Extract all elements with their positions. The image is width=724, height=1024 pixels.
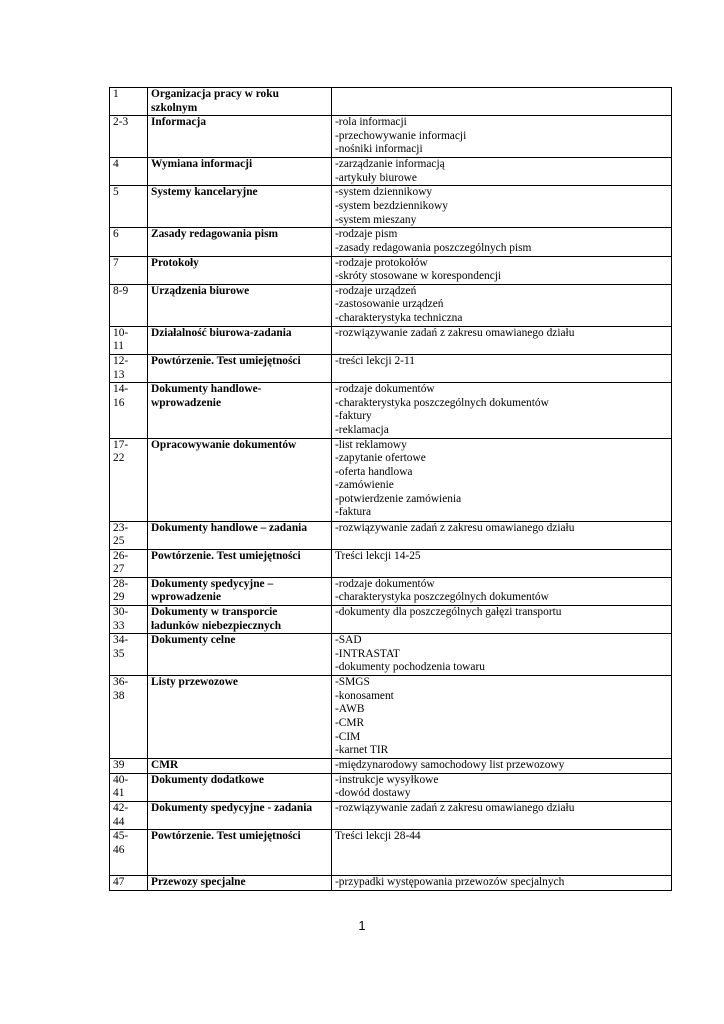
num-line: 36- — [113, 676, 129, 689]
topic-line: Zasady redagowania pism — [151, 228, 279, 241]
topic-line: Dokumenty spedycyjne – — [151, 577, 274, 590]
num-line: 42- — [113, 802, 129, 815]
content-line: -dokumenty dla poszczególnych gałęzi transportu — [335, 606, 562, 619]
lesson-number-cell — [110, 634, 148, 676]
lesson-number-cell — [110, 876, 148, 891]
content-cell — [332, 383, 672, 438]
content-line: -zarządzanie informacją — [335, 158, 445, 171]
table-row — [110, 606, 672, 634]
lesson-number-cell — [110, 802, 148, 830]
content-cell — [332, 158, 672, 186]
topic-cell — [148, 228, 332, 256]
table-row — [110, 830, 672, 876]
content-line: -SMGS — [335, 676, 370, 689]
topic-cell — [148, 759, 332, 774]
num-line: 33 — [113, 619, 125, 632]
num-line: 2-3 — [113, 116, 129, 129]
table-row — [110, 773, 672, 801]
num-line: 22 — [113, 452, 125, 465]
num-line: 13 — [113, 368, 125, 381]
content-line: -instrukcje wysyłkowe — [335, 773, 439, 786]
content-cell — [332, 577, 672, 605]
topic-line: Wymiana informacji — [151, 158, 253, 171]
table-row — [110, 88, 672, 116]
content-cell — [332, 773, 672, 801]
topic-line: Dokumenty dodatkowe — [151, 773, 264, 786]
content-line: -dokumenty pochodzenia towaru — [335, 661, 485, 674]
num-line: 39 — [113, 759, 125, 772]
num-line: 14- — [113, 383, 129, 396]
table-row — [110, 284, 672, 326]
topic-line: Powtórzenie. Test umiejętności — [151, 830, 301, 843]
topic-cell — [148, 116, 332, 158]
content-cell — [332, 326, 672, 354]
topic-line: Listy przewozowe — [151, 676, 238, 689]
content-cell — [332, 521, 672, 549]
num-line: 4 — [113, 158, 119, 171]
topic-cell — [148, 802, 332, 830]
lesson-number-cell — [110, 759, 148, 774]
content-cell — [332, 830, 672, 876]
topic-cell — [148, 773, 332, 801]
topic-cell — [148, 634, 332, 676]
content-line: -charakterystyka techniczna — [335, 311, 463, 324]
content-line: -INTRASTAT — [335, 647, 400, 660]
table-row — [110, 759, 672, 774]
content-cell — [332, 634, 672, 676]
content-line: -SAD — [335, 634, 362, 647]
content-line: -międzynarodowy samochodowy list przewozowy — [335, 759, 565, 772]
content-line: -rodzaje pism — [335, 228, 398, 241]
lesson-number-cell — [110, 284, 148, 326]
lesson-number-cell — [110, 549, 148, 577]
lesson-number-cell — [110, 438, 148, 521]
num-line: 5 — [113, 186, 119, 199]
table-row — [110, 549, 672, 577]
content-line: -rola informacji — [335, 116, 407, 129]
topic-line: Działalność biurowa-zadania — [151, 326, 292, 339]
topic-cell — [148, 676, 332, 759]
topic-cell — [148, 606, 332, 634]
table-row — [110, 802, 672, 830]
topic-line: Powtórzenie. Test umiejętności — [151, 549, 301, 562]
content-line: -rozwiązywanie zadań z zakresu omawianego działu — [335, 326, 575, 339]
num-line: 1 — [113, 88, 119, 100]
num-line: 10- — [113, 326, 129, 339]
topic-line: Informacja — [151, 116, 207, 129]
content-line: -zamówienie — [335, 479, 394, 492]
content-cell — [332, 438, 672, 521]
num-line: 12- — [113, 354, 129, 367]
lesson-number-cell — [110, 521, 148, 549]
num-line: 40- — [113, 773, 129, 786]
lesson-number-cell — [110, 158, 148, 186]
lesson-number-cell — [110, 186, 148, 228]
lesson-number-cell — [110, 116, 148, 158]
topic-cell — [148, 186, 332, 228]
content-line: -nośniki informacji — [335, 143, 423, 156]
content-line: -system dziennikowy — [335, 186, 433, 199]
content-line: -konosament — [335, 689, 394, 702]
topic-line: Organizacja pracy w roku — [151, 88, 279, 100]
content-line: -zapytanie ofertowe — [335, 452, 426, 465]
page-number: 1 — [358, 918, 366, 933]
topic-line: Protokoły — [151, 256, 199, 269]
topic-line: Powtórzenie. Test umiejętności — [151, 354, 301, 367]
lesson-number-cell — [110, 228, 148, 256]
num-line: 46 — [113, 843, 125, 856]
num-line: 7 — [113, 256, 119, 269]
content-line: -rodzaje dokumentów — [335, 577, 435, 590]
content-line: -oferta handlowa — [335, 465, 413, 478]
lesson-number-cell — [110, 676, 148, 759]
table-row — [110, 676, 672, 759]
topic-cell — [148, 577, 332, 605]
num-line: 26- — [113, 549, 129, 562]
content-cell — [332, 759, 672, 774]
lesson-plan-body — [110, 88, 672, 891]
content-cell — [332, 876, 672, 891]
topic-cell — [148, 256, 332, 284]
content-cell — [332, 676, 672, 759]
topic-line: wprowadzenie — [151, 591, 222, 604]
num-line: 41 — [113, 787, 125, 800]
content-line: -rodzaje urządzeń — [335, 284, 417, 297]
table-row — [110, 186, 672, 228]
content-cell — [332, 802, 672, 830]
table-row — [110, 438, 672, 521]
table-row — [110, 577, 672, 605]
lesson-number-cell — [110, 256, 148, 284]
num-line: 23- — [113, 521, 129, 534]
content-line: -treści lekcji 2-11 — [335, 354, 415, 367]
table-row — [110, 521, 672, 549]
content-line: -artykuły biurowe — [335, 171, 417, 184]
content-cell — [332, 186, 672, 228]
table-row — [110, 256, 672, 284]
table-row — [110, 634, 672, 676]
content-line: -charakterystyka poszczególnych dokumentów — [335, 396, 549, 409]
content-line: -rozwiązywanie zadań z zakresu omawianego działu — [335, 802, 575, 815]
content-line: -system bezdziennikowy — [335, 199, 448, 212]
content-cell — [332, 116, 672, 158]
content-line: -rodzaje dokumentów — [335, 383, 435, 396]
content-line: -faktury — [335, 410, 372, 423]
num-line: 6 — [113, 228, 119, 241]
topic-line: Dokumenty spedycyjne - zadania — [151, 802, 313, 815]
topic-cell — [148, 521, 332, 549]
num-line: 30- — [113, 606, 129, 619]
content-line: -list reklamowy — [335, 438, 407, 451]
content-line: -przechowywanie informacji — [335, 129, 467, 142]
content-cell — [332, 549, 672, 577]
num-line: 16 — [113, 396, 125, 409]
num-line: 45- — [113, 830, 129, 843]
topic-cell — [148, 383, 332, 438]
topic-line: szkolnym — [151, 101, 198, 114]
lesson-number-cell — [110, 773, 148, 801]
topic-line: wprowadzenie — [151, 396, 222, 409]
topic-cell — [148, 284, 332, 326]
table-row — [110, 116, 672, 158]
content-line: -skróty stosowane w korespondencji — [335, 270, 502, 283]
topic-line: Systemy kancelaryjne — [151, 186, 258, 199]
content-line: -rozwiązywanie zadań z zakresu omawianego działu — [335, 521, 575, 534]
num-line: 11 — [113, 340, 124, 353]
topic-line: Dokumenty celne — [151, 634, 236, 647]
num-line: 28- — [113, 577, 129, 590]
topic-line: Dokumenty handlowe- — [151, 383, 262, 396]
lesson-number-cell — [110, 354, 148, 382]
content-line: -CMR — [335, 717, 365, 730]
topic-cell — [148, 158, 332, 186]
content-line: -karnet TIR — [335, 744, 389, 757]
table-row — [110, 228, 672, 256]
content-line: -system mieszany — [335, 213, 417, 226]
num-line: 38 — [113, 689, 125, 702]
lesson-number-cell — [110, 830, 148, 876]
content-line: Treści lekcji 28-44 — [335, 830, 421, 843]
table-row — [110, 354, 672, 382]
num-line: 8-9 — [113, 284, 129, 297]
lesson-number-cell — [110, 383, 148, 438]
lesson-plan-table — [109, 87, 672, 891]
topic-line: Urządzenia biurowe — [151, 284, 250, 297]
lesson-number-cell — [110, 88, 148, 116]
content-line: -dowód dostawy — [335, 787, 411, 800]
content-line: -rodzaje protokołów — [335, 256, 428, 269]
lesson-number-cell — [110, 326, 148, 354]
topic-line: CMR — [151, 759, 179, 772]
content-line: -przypadki występowania przewozów specjalnych — [335, 876, 565, 889]
topic-line: Dokumenty handlowe – zadania — [151, 521, 308, 534]
num-line: 27 — [113, 563, 125, 576]
content-cell — [332, 228, 672, 256]
content-line: -faktura — [335, 506, 372, 519]
topic-cell — [148, 354, 332, 382]
topic-cell — [148, 830, 332, 876]
num-line: 44 — [113, 815, 125, 828]
content-line: -zastosowanie urządzeń — [335, 298, 444, 311]
num-line: 25 — [113, 535, 125, 548]
topic-line: Opracowywanie dokumentów — [151, 438, 297, 451]
content-cell — [332, 284, 672, 326]
lesson-number-cell — [110, 577, 148, 605]
content-cell — [332, 606, 672, 634]
content-line: -AWB — [335, 703, 365, 716]
lesson-number-cell — [110, 606, 148, 634]
topic-line: ładunków niebezpiecznych — [151, 619, 282, 632]
num-line: 29 — [113, 591, 125, 604]
num-line: 35 — [113, 647, 125, 660]
topic-cell — [148, 549, 332, 577]
topic-line: Przewozy specjalne — [151, 876, 246, 889]
num-line: 47 — [113, 876, 125, 889]
content-line: -reklamacja — [335, 423, 389, 436]
content-line: Treści lekcji 14-25 — [335, 549, 421, 562]
num-line: 34- — [113, 634, 129, 647]
content-cell — [332, 88, 672, 116]
content-line: -CIM — [335, 730, 361, 743]
content-cell — [332, 354, 672, 382]
table-row — [110, 383, 672, 438]
table-row — [110, 326, 672, 354]
table-row — [110, 876, 672, 891]
topic-line: Dokumenty w transporcie — [151, 606, 278, 619]
content-cell — [332, 256, 672, 284]
topic-cell — [148, 876, 332, 891]
content-line: -zasady redagowania poszczególnych pism — [335, 241, 532, 254]
topic-cell — [148, 88, 332, 116]
topic-cell — [148, 438, 332, 521]
content-line: -potwierdzenie zamówienia — [335, 492, 462, 505]
table-row — [110, 158, 672, 186]
content-line: -charakterystyka poszczególnych dokumentów — [335, 591, 549, 604]
topic-cell — [148, 326, 332, 354]
num-line: 17- — [113, 438, 129, 451]
